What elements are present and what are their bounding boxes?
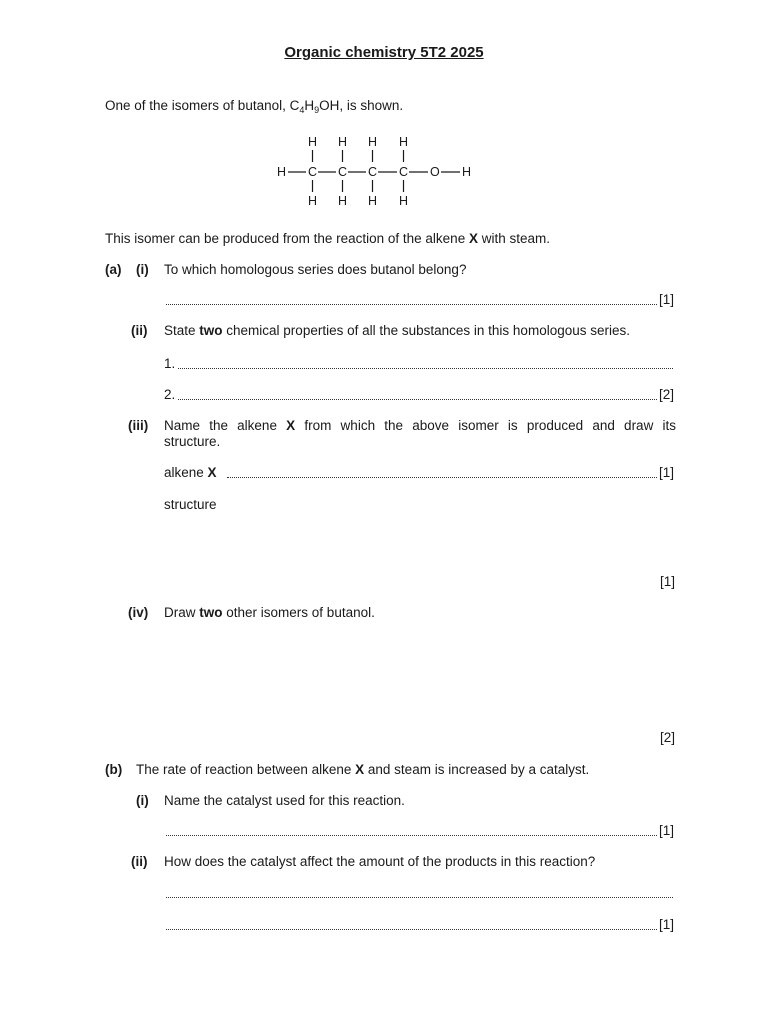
isomers-drawing-area[interactable] <box>164 626 664 726</box>
answer-line-b-ii-1[interactable] <box>166 897 673 898</box>
part-a-iii-q-before: Name the alkene <box>164 418 287 433</box>
part-a-iii-q-after: from which the above isomer is produced and draw its <box>295 418 677 433</box>
atom-c-2: C <box>338 165 348 179</box>
mark-a-ii: [2] <box>659 387 675 402</box>
atom-h-bottom-4: H <box>399 194 409 208</box>
atom-h-top-3: H <box>368 135 378 149</box>
atom-o: O <box>430 165 440 179</box>
production-text <box>105 231 550 247</box>
part-a-label: (a) <box>105 262 122 277</box>
alkene-label-bold: X <box>207 465 217 480</box>
mark-b-i: [1] <box>659 823 675 838</box>
part-b-i-question: Name the catalyst used for this reaction. <box>164 793 405 808</box>
part-b-q-after: and steam is increased by a catalyst. <box>364 762 590 777</box>
atom-h-bottom-3: H <box>368 194 378 208</box>
atom-c-3: C <box>368 165 378 179</box>
part-a-iv-q-before: Draw <box>164 605 200 620</box>
part-a-ii-q-after: chemical properties of all the substances in this homologous series. <box>222 323 630 338</box>
alkene-x-label <box>164 465 217 481</box>
part-b-ii-label: (ii) <box>131 854 148 869</box>
atom-h-top-4: H <box>399 135 409 149</box>
intro-prefix: One of the isomers of butanol, C <box>105 98 300 113</box>
answer-line-b-i[interactable] <box>166 835 657 836</box>
intro-text <box>105 98 403 114</box>
intro-subscript-4: 4 <box>299 105 305 115</box>
alkene-label-text: alkene <box>164 465 208 480</box>
part-a-iv-q-bold: two <box>199 605 223 620</box>
production-text-after: with steam. <box>477 231 550 246</box>
production-text-before: This isomer can be produced from the reaction of the alkene <box>105 231 469 246</box>
alkene-x-bold: X <box>468 231 478 246</box>
answer-line-a-ii-1[interactable] <box>178 368 673 369</box>
mark-a-iii-alkene: [1] <box>659 465 675 480</box>
answer-line-b-ii-2[interactable] <box>166 929 657 930</box>
mark-b-ii: [1] <box>659 917 675 932</box>
part-a-ii-line2-number: 2. <box>164 387 176 402</box>
part-a-ii-q-bold: two <box>199 323 223 338</box>
intro-suffix: OH, is shown. <box>319 98 404 113</box>
structure-drawing-area[interactable] <box>164 518 664 570</box>
part-a-iii-q-bold: X <box>286 418 296 433</box>
answer-line-a-ii-2[interactable] <box>178 399 657 400</box>
atom-h-top-1: H <box>308 135 318 149</box>
atom-h-top-2: H <box>338 135 348 149</box>
atom-h-bottom-2: H <box>338 194 348 208</box>
butanol-structure-diagram <box>270 130 490 210</box>
answer-line-a-iii-alkene[interactable] <box>227 477 657 478</box>
part-a-iv-label: (iv) <box>128 605 149 620</box>
part-a-ii-q-before: State <box>164 323 200 338</box>
page-title: Organic chemistry 5T2 2025 <box>284 44 484 61</box>
mark-a-iv: [2] <box>660 730 676 745</box>
intro-subscript-9: 9 <box>314 105 320 115</box>
part-a-iv-question <box>164 605 375 621</box>
part-a-ii-question <box>164 323 630 339</box>
part-a-iv-q-after: other isomers of butanol. <box>222 605 375 620</box>
part-a-ii-line1-number: 1. <box>164 356 176 371</box>
part-a-iii-question <box>164 418 676 434</box>
intro-h: H <box>304 98 315 113</box>
mark-a-iii-structure: [1] <box>660 574 676 589</box>
mark-a-i: [1] <box>659 292 675 307</box>
part-b-i-label: (i) <box>136 793 149 808</box>
part-a-iii-label: (iii) <box>128 418 149 433</box>
part-a-iii-question-line2: structure. <box>164 434 221 449</box>
atom-h-bottom-1: H <box>308 194 318 208</box>
part-a-i-question: To which homologous series does butanol belong? <box>164 262 467 277</box>
part-a-i-label: (i) <box>136 262 149 277</box>
atom-h-right: H <box>462 165 472 179</box>
part-b-q-before: The rate of reaction between alkene <box>136 762 356 777</box>
atom-h-left: H <box>277 165 287 179</box>
atom-c-1: C <box>308 165 318 179</box>
part-b-q-bold: X <box>355 762 365 777</box>
part-b-question <box>136 762 589 778</box>
part-b-ii-question: How does the catalyst affect the amount of the products in this reaction? <box>164 854 596 869</box>
answer-line-a-i[interactable] <box>166 304 657 305</box>
structure-label: structure <box>164 497 217 512</box>
part-b-label: (b) <box>105 762 123 777</box>
part-a-ii-label: (ii) <box>131 323 148 338</box>
atom-c-4: C <box>399 165 409 179</box>
